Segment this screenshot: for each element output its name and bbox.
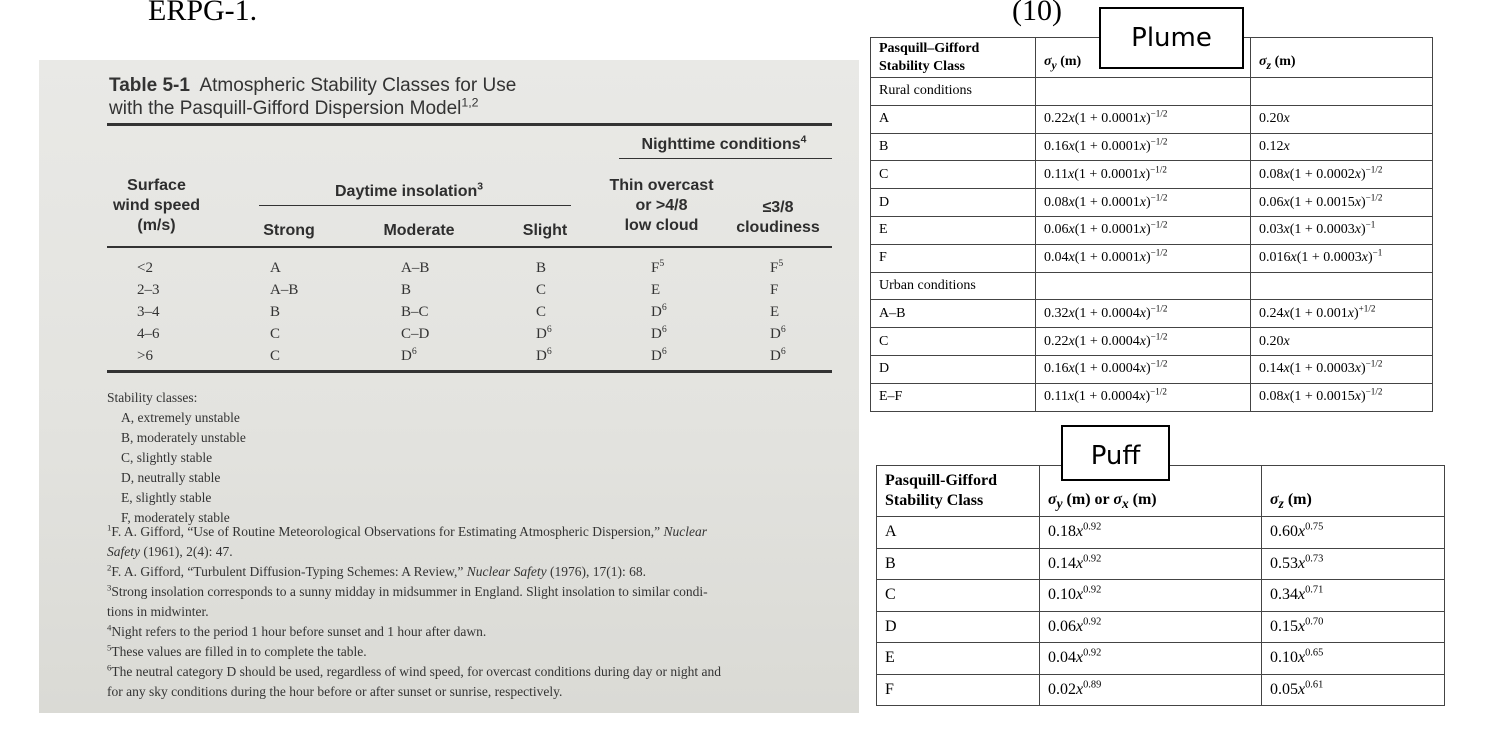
plume-row	[871, 105, 1433, 133]
plume-sz-cell: $0.24x(1 + 0.001x)^{+1/2}$	[1251, 300, 1433, 328]
plume-row	[871, 133, 1433, 161]
plume-row	[871, 189, 1433, 217]
plume-row	[871, 216, 1433, 244]
plume-sz-cell	[1251, 272, 1433, 300]
header-cloudiness: ≤3/8 cloudiness	[736, 199, 820, 236]
day-rule	[259, 205, 571, 206]
header-surface-wind: Surface wind speed (m/s)	[112, 177, 201, 234]
plume-row	[871, 355, 1433, 383]
puff-sy-cell: $0.10x^{0.92}$	[1040, 580, 1262, 612]
thin-4: $D^6$	[651, 346, 667, 364]
moderate-4: $D^6$	[401, 346, 417, 364]
plume-label: Plume	[1099, 7, 1244, 69]
plume-sy-cell: $0.22x(1 + 0.0001x)^{-1/2}$	[1036, 105, 1251, 133]
plume-sy-cell	[1036, 78, 1251, 106]
plume-class-cell: A	[871, 105, 1036, 133]
bottom-rule	[107, 370, 832, 373]
title-line-2: with the Pasquill-Gifford Dispersion Model	[109, 98, 462, 119]
table-number: Table 5-1	[109, 75, 190, 96]
puff-sy-cell: $0.18x^{0.92}$	[1040, 517, 1262, 549]
plume-row	[871, 244, 1433, 272]
plume-class-cell: Urban conditions	[871, 272, 1036, 300]
plume-sz-cell: 0.20x	[1251, 105, 1433, 133]
plume-row	[871, 328, 1433, 356]
moderate-2: B–C	[401, 304, 429, 320]
plume-sy-cell: $0.11x(1 + 0.0004x)^{-1/2}$	[1036, 383, 1251, 411]
plume-row	[871, 300, 1433, 328]
thin-1: E	[651, 282, 661, 298]
plume-class-header: Pasquill–Gifford Stability Class	[871, 38, 1036, 78]
footnote-3: $^3$Strong insolation corresponds to a sunny midday in midsummer in England. Slight insolation to similar condi-	[107, 582, 708, 599]
plume-sy-cell: $0.32x(1 + 0.0004x)^{-1/2}$	[1036, 300, 1251, 328]
plume-sy-cell: $0.11x(1 + 0.0001x)^{-1/2}$	[1036, 161, 1251, 189]
stability-classes-list: Stability classes: A, extremely unstable B, moderately unstable C, slightly stable D, neutrally stable E, slightly stable F, moderately stable	[107, 390, 246, 525]
strong-4: C	[270, 348, 281, 364]
header-strong: Strong	[263, 222, 315, 239]
top-rule	[107, 123, 832, 126]
plume-sy-cell: $0.04x(1 + 0.0001x)^{-1/2}$	[1036, 244, 1251, 272]
header-thin-overcast: Thin overcast or >4/8 low cloud	[609, 177, 714, 234]
puff-sy-cell: $0.02x^{0.89}$	[1040, 674, 1262, 706]
strong-1: A–B	[270, 282, 299, 298]
plume-class-cell: B	[871, 133, 1036, 161]
header-daytime: Daytime insolation$^3$	[334, 181, 484, 200]
wind-4: >6	[137, 348, 153, 364]
plume-sz-cell: 0.12x	[1251, 133, 1433, 161]
header-rule	[107, 246, 832, 248]
puff-table	[876, 465, 1445, 706]
puff-row	[877, 517, 1445, 549]
plume-class-cell: A–B	[871, 300, 1036, 328]
wind-2: 3–4	[137, 304, 160, 320]
book-table-title	[109, 74, 516, 120]
plume-sy-cell: $0.16x(1 + 0.0001x)^{-1/2}$	[1036, 133, 1251, 161]
puff-label: Puff	[1061, 425, 1170, 481]
footnote-4: $^4$Night refers to the period 1 hour before sunset and 1 hour after dawn.	[107, 622, 487, 639]
plume-sy-cell: $0.16x(1 + 0.0004x)^{-1/2}$	[1036, 355, 1251, 383]
footnote-6: $^6$The neutral category D should be used, regardless of wind speed, for overcast conditions during day or night and	[107, 662, 721, 679]
slight-4: $D^6$	[536, 346, 552, 364]
moderate-1: B	[401, 282, 412, 298]
thin-0: $F^5$	[651, 258, 665, 276]
puff-sz-cell: $0.53x^{0.73}$	[1262, 548, 1445, 580]
slight-1: C	[536, 282, 547, 298]
cloud-3: $D^6$	[770, 324, 786, 342]
footnote-5: $^5$These values are filled in to complete the table.	[107, 642, 367, 659]
plume-class-cell: D	[871, 189, 1036, 217]
puff-class-header: Pasquill-Gifford Stability Class	[877, 466, 1040, 517]
slight-0: B	[536, 260, 547, 276]
puff-sy-cell: $0.14x^{0.92}$	[1040, 548, 1262, 580]
puff-class-cell: F	[877, 674, 1040, 706]
plume-sz-cell: $0.06x(1 + 0.0015x)^{-1/2}$	[1251, 189, 1433, 217]
puff-class-cell: D	[877, 611, 1040, 643]
plume-sz-cell: $0.016x(1 + 0.0003x)^{-1}$	[1251, 244, 1433, 272]
wind-1: 2–3	[137, 282, 160, 298]
puff-sy-header: $\sigma_y$ (m) or $\sigma_x$ (m)	[1040, 466, 1262, 517]
plume-sz-cell: $0.08x(1 + 0.0002x)^{-1/2}$	[1251, 161, 1433, 189]
header-moderate: Moderate	[383, 222, 455, 239]
footnote-1: $^1$F. A. Gifford, “Use of Routine Meteorological Observations for Estimating Atmospheric Dispersion,” Nuclear	[107, 522, 707, 539]
puff-row	[877, 548, 1445, 580]
puff-row	[877, 580, 1445, 612]
plume-row	[871, 272, 1433, 300]
puff-sz-header: $\sigma_z$ (m)	[1262, 466, 1445, 517]
puff-sz-cell: $0.05x^{0.61}$	[1262, 674, 1445, 706]
book-page-photo	[39, 60, 859, 713]
cloud-1: F	[770, 282, 779, 298]
plume-sz-cell	[1251, 78, 1433, 106]
plume-table	[870, 37, 1433, 412]
puff-class-cell: B	[877, 548, 1040, 580]
wind-3: 4–6	[137, 326, 160, 342]
moderate-0: A–B	[401, 260, 430, 276]
plume-class-cell: C	[871, 161, 1036, 189]
puff-class-cell: C	[877, 580, 1040, 612]
wind-0: <2	[137, 260, 153, 276]
title-footnote-marks: 1,2	[461, 95, 479, 110]
puff-row	[877, 674, 1445, 706]
footnotes: $^1$F. A. Gifford, “Use of Routine Meteorological Observations for Estimating Atmospheric Dispersion,” Nuclear Safety (1961), 2(4): 47. $^2$F. A. Gifford, “Turbulent Diffusion-Typing Schemes: A Review,” Nuclear Safety (1976), 17(1): 68. $^3$Strong insolation corresponds to a sunny midday in midsummer in England. Slight insolation to similar condi- tions in midwinter. $^4$Night refers to the period 1 hour before sunset and 1 hour after dawn. $^5$These values are filled in to complete the table. $^6$The neutral category D should be used, regardless of wind speed, for overcast conditions during day or night and for any sky conditions during the hour before or after sunset or sunrise, respectively.	[107, 522, 721, 699]
plume-sz-cell: $0.14x(1 + 0.0003x)^{-1/2}$	[1251, 355, 1433, 383]
strong-0: A	[270, 260, 281, 276]
plume-class-cell: C	[871, 328, 1036, 356]
header-nighttime: Nighttime conditions$^4$	[641, 134, 807, 153]
cloud-4: $D^6$	[770, 346, 786, 364]
plume-class-cell: F	[871, 244, 1036, 272]
puff-sy-cell: $0.06x^{0.92}$	[1040, 611, 1262, 643]
plume-class-cell: Rural conditions	[871, 78, 1036, 106]
strong-3: C	[270, 326, 281, 342]
puff-sz-cell: $0.15x^{0.70}$	[1262, 611, 1445, 643]
erpg-label: ERPG-1.	[148, 0, 258, 27]
puff-class-cell: E	[877, 643, 1040, 675]
moderate-3: C–D	[401, 326, 430, 342]
puff-sz-cell: $0.34x^{0.71}$	[1262, 580, 1445, 612]
puff-sz-cell: $0.60x^{0.75}$	[1262, 517, 1445, 549]
puff-class-cell: A	[877, 517, 1040, 549]
plume-class-cell: E–F	[871, 383, 1036, 411]
plume-sz-cell: 0.20x	[1251, 328, 1433, 356]
puff-sz-cell: $0.10x^{0.65}$	[1262, 643, 1445, 675]
plume-row	[871, 78, 1433, 106]
plume-sy-cell: $0.08x(1 + 0.0001x)^{-1/2}$	[1036, 189, 1251, 217]
night-rule	[619, 158, 832, 159]
slight-2: C	[536, 304, 547, 320]
plume-sz-cell: $0.03x(1 + 0.0003x)^{-1}$	[1251, 216, 1433, 244]
strong-2: B	[270, 304, 281, 320]
header-slight: Slight	[522, 222, 568, 239]
plume-sy-cell: $0.22x(1 + 0.0004x)^{-1/2}$	[1036, 328, 1251, 356]
plume-class-cell: D	[871, 355, 1036, 383]
puff-row	[877, 611, 1445, 643]
plume-sz-cell: $0.08x(1 + 0.0015x)^{-1/2}$	[1251, 383, 1433, 411]
cloud-0: $F^5$	[770, 258, 784, 276]
plume-sy-header: $\sigma_y$ (m)	[1036, 38, 1251, 78]
plume-row	[871, 161, 1433, 189]
slight-3: $D^6$	[536, 324, 552, 342]
thin-2: $D^6$	[651, 302, 667, 320]
footnote-2: $^2$F. A. Gifford, “Turbulent Diffusion-Typing Schemes: A Review,” Nuclear Safety (1976), 17(1): 68.	[107, 562, 646, 579]
plume-sz-header: $\sigma_z$ (m)	[1251, 38, 1433, 78]
plume-class-cell: E	[871, 216, 1036, 244]
equation-number: (10)	[1012, 0, 1062, 27]
thin-3: $D^6$	[651, 324, 667, 342]
plume-sy-cell: $0.06x(1 + 0.0001x)^{-1/2}$	[1036, 216, 1251, 244]
plume-row	[871, 383, 1433, 411]
cloud-2: E	[770, 304, 780, 320]
puff-row	[877, 643, 1445, 675]
plume-sy-cell	[1036, 272, 1251, 300]
puff-sy-cell: $0.04x^{0.92}$	[1040, 643, 1262, 675]
title-line-1: Atmospheric Stability Classes for Use	[199, 75, 517, 96]
